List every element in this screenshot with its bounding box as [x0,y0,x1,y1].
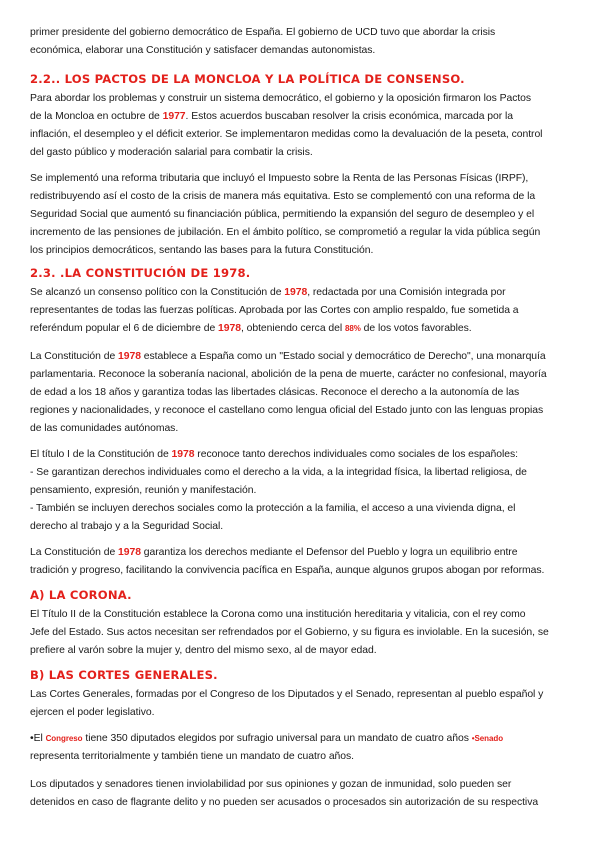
paragraph-line: parlamentaria. Reconoce la soberanía nacional, abolición de la pena de muerte, carácter no confesional, mayoría [30,369,547,380]
intro-line-2: económica, elaborar una Constitución y satisfacer demandas autonomistas. [30,45,376,56]
paragraph-line: La Constitución de 1978 establece a España como un "Estado social y democrático de Derecho", una monarquía [30,351,546,362]
year-highlight: 1978 [118,351,141,362]
paragraph-line: - Se garantizan derechos individuales como el derecho a la vida, a la integridad física, la libertad religiosa, de [30,467,527,478]
congreso-highlight: Congreso [45,734,83,743]
paragraph-line: Se implementó una reforma tributaria que incluyó el Impuesto sobre la Renta de las Personas Físicas (IRPF), [30,173,529,184]
paragraph-line: redistribuyendo así el costo de la crisis de manera más equitativa. Esto se complementó con una reforma de la [30,191,536,202]
paragraph-line: Se alcanzó un consenso político con la Constitución de 1978, redactada por una Comisión integrada por [30,287,506,298]
year-highlight: 1978 [218,323,241,334]
section-b-heading: B) LAS CORTES GENERALES. [30,668,218,682]
paragraph-line: El título I de la Constitución de 1978 reconoce tanto derechos individuales como sociales de los españoles: [30,449,518,460]
paragraph-line: incremento de las pensiones de jubilación. En el ámbito político, se comprometió a regular la vida pública según [30,227,541,238]
paragraph-line: referéndum popular el 6 de diciembre de 1978, obteniendo cerca del 88% de los votos favorables. [30,323,472,334]
paragraph-line: representa territorialmente y también tiene un mandato de cuatro años. [30,751,354,762]
paragraph-line: de edad a los 18 años y garantiza todas las libertades clásicas. Reconoce el derecho a la autonomía de las [30,387,520,398]
year-highlight: 1977 [162,111,186,122]
paragraph-line: de las comunidades autónomas. [30,423,179,434]
section-2-2-heading: 2.2.. LOS PACTOS DE LA MONCLOA Y LA POLÍTICA DE CONSENSO. [30,72,465,86]
paragraph-line: derecho al trabajo y a la Seguridad Social. [30,521,224,532]
paragraph-line: inflación, el desempleo y el déficit exterior. Se implementaron medidas como la devaluación de la peseta, control [30,129,543,140]
paragraph-line: Jefe del Estado. Sus actos necesitan ser refrendados por el Gobierno, y su figura es inviolable. En la sucesión, se [30,627,549,638]
year-highlight: 1978 [171,449,195,460]
paragraph-line: tradición y progreso, facilitando la convivencia pacífica en España, aunque algunos grupos abogan por reformas. [30,565,545,576]
paragraph-line: Las Cortes Generales, formadas por el Congreso de los Diputados y el Senado, representan al pueblo español y [30,689,544,700]
paragraph-line: ejercen el poder legislativo. [30,707,155,718]
paragraph-line: •El Congreso tiene 350 diputados elegidos por sufragio universal para un mandato de cuatro años •Senado [30,733,504,744]
paragraph-line: representantes de todas las fuerzas políticas. Aprobada por las Cortes con amplio respaldo, fue sometida a [30,305,519,316]
year-highlight: 1978 [284,287,308,298]
paragraph-line: regiones y nacionalidades, y reconoce el castellano como lengua oficial del Estado junto con las lenguas propias [30,405,544,416]
section-a-heading: A) LA CORONA. [30,588,132,602]
paragraph-line: Seguridad Social que aumentó su financiación pública, permitiendo la expansión del seguro de desempleo y el [30,209,535,220]
paragraph-line: - También se incluyen derechos sociales como la protección a la familia, el acceso a una vivienda digna, el [30,503,516,514]
paragraph-line: del gasto público y moderación salarial para combatir la crisis. [30,147,313,158]
paragraph-line: Para abordar los problemas y construir un sistema democrático, el gobierno y la oposición firmaron los Pactos [30,93,532,104]
paragraph-line: prefiere al varón sobre la mujer y, dentro del mismo sexo, al de mayor edad. [30,645,377,656]
paragraph-line: La Constitución de 1978 garantiza los derechos mediante el Defensor del Pueblo y logra un equilibrio entre [30,547,518,558]
section-2-3-heading: 2.3. .LA CONSTITUCIÓN DE 1978. [30,266,251,280]
paragraph-line: detenidos en caso de flagrante delito y no pueden ser acusados o procesados sin autorización de su respectiva [30,797,539,808]
intro-line-1: primer presidente del gobierno democrático de España. El gobierno de UCD tuvo que abordar la crisis [30,27,496,38]
year-highlight: 1978 [118,547,141,558]
percentage-highlight: 88% [344,324,361,333]
paragraph-line: El Título II de la Constitución establece la Corona como una institución hereditaria y vitalicia, con el rey como [30,609,526,620]
paragraph-line: pensamiento, expresión, reunión y manifestación. [30,485,257,496]
paragraph-line: los principios democráticos, sentando las bases para la futura Constitución. [30,245,374,256]
senado-highlight: •Senado [471,734,504,743]
paragraph-line: Los diputados y senadores tienen inviolabilidad por sus opiniones y gozan de inmunidad, solo pueden ser [30,779,512,790]
paragraph-line: de la Moncloa en octubre de 1977. Estos acuerdos buscaban resolver la crisis económica, marcada por la [30,111,513,122]
